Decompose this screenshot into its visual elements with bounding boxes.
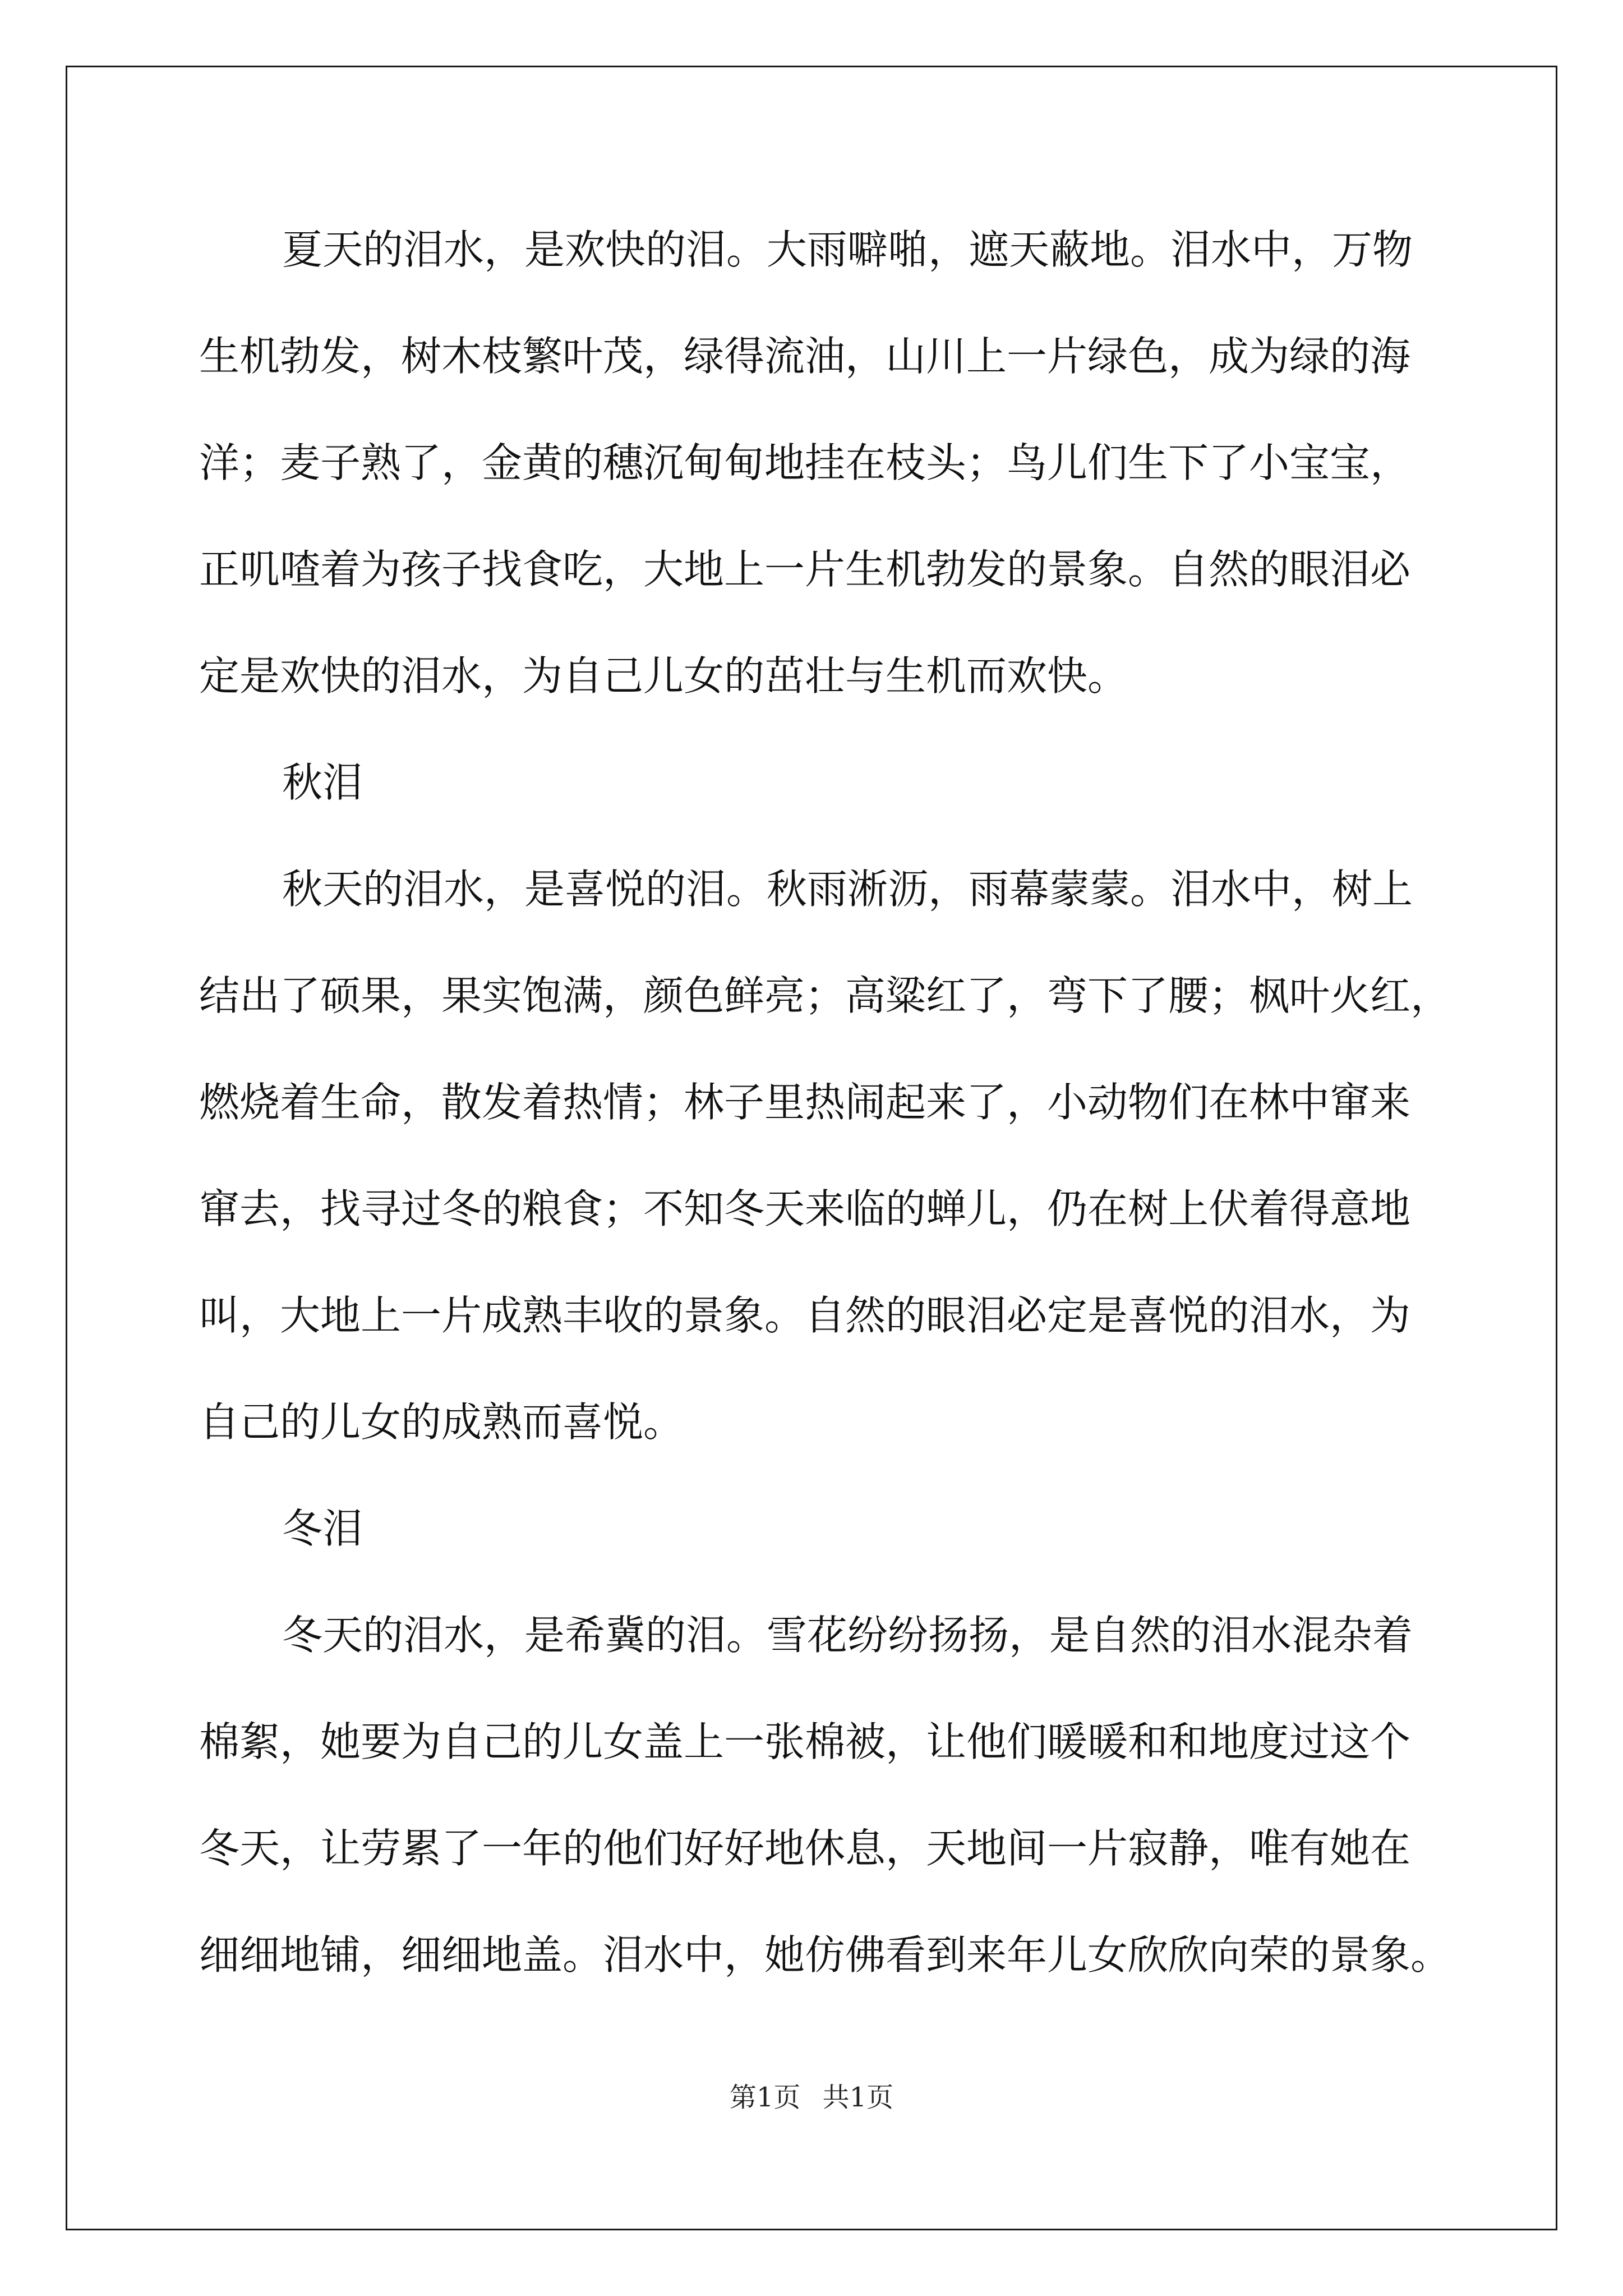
text-line: 叫，大地上一片成熟丰收的景象。自然的眼泪必定是喜悦的泪水，为	[199, 1292, 1411, 1339]
text-line: 棉絮，她要为自己的儿女盖上一张棉被，让他们暖暖和和地度过这个	[199, 1718, 1411, 1765]
page-footer	[0, 2076, 1623, 2114]
text-line: 正叽喳着为孩子找食吃，大地上一片生机勃发的景象。自然的眼泪必	[199, 546, 1411, 593]
text-line: 秋天的泪水，是喜悦的泪。秋雨淅沥，雨幕蒙蒙。泪水中，树上	[282, 866, 1413, 913]
text-line: 冬天的泪水，是希冀的泪。雪花纷纷扬扬，是自然的泪水混杂着	[282, 1612, 1413, 1659]
text-line: 燃烧着生命，散发着热情；林子里热闹起来了，小动物们在林中窜来	[199, 1079, 1411, 1126]
text-line: 窜去，找寻过冬的粮食；不知冬天来临的蝉儿，仍在树上伏着得意地	[199, 1185, 1411, 1232]
text-line: 生机勃发，树木枝繁叶茂，绿得流油，山川上一片绿色，成为绿的海	[199, 333, 1411, 380]
page-number-current: 第1页	[729, 2082, 801, 2113]
text-line: 洋；麦子熟了，金黄的穗沉甸甸地挂在枝头；鸟儿们生下了小宝宝，	[199, 439, 1411, 486]
text-line: 夏天的泪水，是欢快的泪。大雨噼啪，遮天蔽地。泪水中，万物	[282, 226, 1413, 273]
page-number-total: 共1页	[822, 2082, 894, 2113]
text-line: 秋泪	[282, 759, 363, 806]
text-line: 冬天，让劳累了一年的他们好好地休息，天地间一片寂静，唯有她在	[199, 1825, 1411, 1872]
text-line: 结出了硕果，果实饱满，颜色鲜亮；高粱红了，弯下了腰；枫叶火红，	[199, 972, 1451, 1019]
text-line: 自己的儿女的成熟而喜悦。	[199, 1398, 684, 1446]
document-body	[199, 216, 1451, 2028]
text-line: 细细地铺，细细地盖。泪水中，她仿佛看到来年儿女欣欣向荣的景象。	[199, 1931, 1451, 1978]
text-line: 冬泪	[282, 1505, 363, 1552]
text-line: 定是欢快的泪水，为自己儿女的茁壮与生机而欢快。	[199, 652, 1128, 700]
